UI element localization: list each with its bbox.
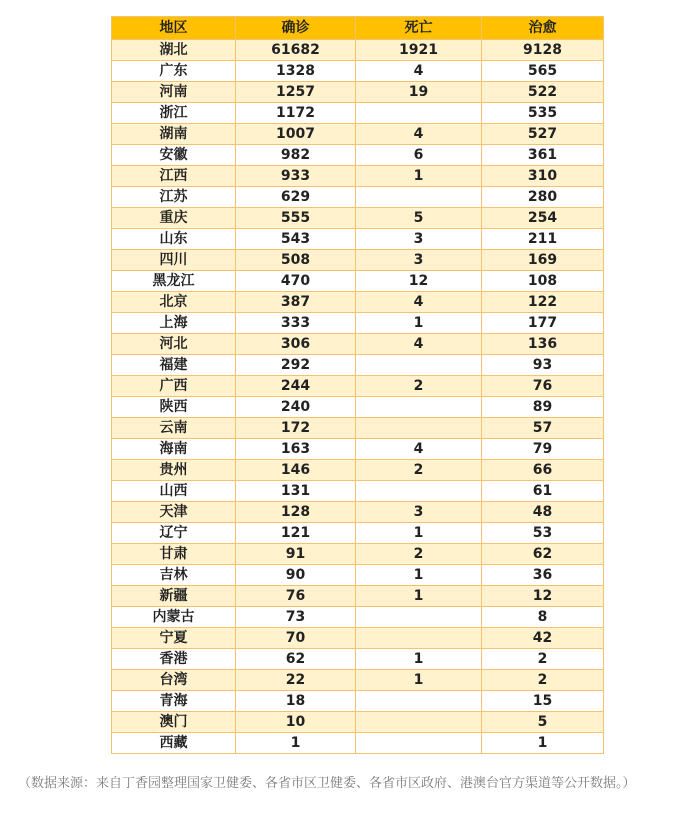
recovered-cell: 565 <box>482 61 604 82</box>
confirmed-cell: 128 <box>236 502 356 523</box>
confirmed-cell: 982 <box>236 145 356 166</box>
table-row <box>112 460 604 481</box>
deaths-cell: 4 <box>356 124 482 145</box>
deaths-cell <box>356 691 482 712</box>
region-cell: 江苏 <box>112 187 236 208</box>
confirmed-cell: 292 <box>236 355 356 376</box>
recovered-cell: 2 <box>482 649 604 670</box>
table-row <box>112 544 604 565</box>
region-cell: 安徽 <box>112 145 236 166</box>
table-row <box>112 355 604 376</box>
region-cell: 山西 <box>112 481 236 502</box>
confirmed-cell: 333 <box>236 313 356 334</box>
deaths-cell: 4 <box>356 61 482 82</box>
table-body <box>112 40 604 754</box>
region-cell: 陕西 <box>112 397 236 418</box>
recovered-cell: 136 <box>482 334 604 355</box>
table-header <box>112 17 604 40</box>
recovered-cell: 522 <box>482 82 604 103</box>
confirmed-cell: 163 <box>236 439 356 460</box>
table-row <box>112 712 604 733</box>
deaths-cell <box>356 187 482 208</box>
table-row <box>112 523 604 544</box>
deaths-cell: 1 <box>356 670 482 691</box>
region-cell: 浙江 <box>112 103 236 124</box>
deaths-cell: 6 <box>356 145 482 166</box>
table-row <box>112 61 604 82</box>
recovered-cell: 177 <box>482 313 604 334</box>
confirmed-cell: 555 <box>236 208 356 229</box>
table-row <box>112 124 604 145</box>
deaths-cell <box>356 397 482 418</box>
deaths-cell <box>356 607 482 628</box>
region-cell: 黑龙江 <box>112 271 236 292</box>
recovered-cell: 361 <box>482 145 604 166</box>
confirmed-cell: 90 <box>236 565 356 586</box>
confirmed-cell: 629 <box>236 187 356 208</box>
region-cell: 山东 <box>112 229 236 250</box>
deaths-cell: 1 <box>356 313 482 334</box>
deaths-cell <box>356 628 482 649</box>
recovered-cell: 254 <box>482 208 604 229</box>
table-row <box>112 586 604 607</box>
confirmed-cell: 172 <box>236 418 356 439</box>
deaths-cell: 1 <box>356 523 482 544</box>
deaths-cell: 1 <box>356 649 482 670</box>
confirmed-cell: 10 <box>236 712 356 733</box>
confirmed-cell: 543 <box>236 229 356 250</box>
case-statistics-table <box>111 16 604 754</box>
recovered-cell: 53 <box>482 523 604 544</box>
deaths-cell: 3 <box>356 250 482 271</box>
deaths-cell: 3 <box>356 502 482 523</box>
deaths-cell: 2 <box>356 460 482 481</box>
confirmed-cell: 91 <box>236 544 356 565</box>
region-cell: 上海 <box>112 313 236 334</box>
table-row <box>112 187 604 208</box>
confirmed-cell: 1172 <box>236 103 356 124</box>
table-row <box>112 397 604 418</box>
recovered-cell: 57 <box>482 418 604 439</box>
deaths-cell <box>356 355 482 376</box>
region-cell: 天津 <box>112 502 236 523</box>
confirmed-cell: 1257 <box>236 82 356 103</box>
table-row <box>112 733 604 754</box>
deaths-cell: 1 <box>356 565 482 586</box>
region-cell: 河南 <box>112 82 236 103</box>
region-cell: 湖北 <box>112 40 236 61</box>
deaths-cell: 1921 <box>356 40 482 61</box>
table-row <box>112 208 604 229</box>
deaths-cell: 2 <box>356 376 482 397</box>
confirmed-cell: 146 <box>236 460 356 481</box>
recovered-cell: 9128 <box>482 40 604 61</box>
region-cell: 新疆 <box>112 586 236 607</box>
data-table-container <box>111 16 603 754</box>
deaths-cell: 2 <box>356 544 482 565</box>
region-cell: 广东 <box>112 61 236 82</box>
region-cell: 重庆 <box>112 208 236 229</box>
region-cell: 河北 <box>112 334 236 355</box>
table-row <box>112 439 604 460</box>
region-cell: 湖南 <box>112 124 236 145</box>
recovered-cell: 2 <box>482 670 604 691</box>
deaths-cell: 1 <box>356 586 482 607</box>
table-row <box>112 481 604 502</box>
confirmed-cell: 1007 <box>236 124 356 145</box>
deaths-cell: 4 <box>356 334 482 355</box>
region-cell: 贵州 <box>112 460 236 481</box>
column-header-confirmed: 确诊 <box>236 17 356 40</box>
confirmed-cell: 121 <box>236 523 356 544</box>
recovered-cell: 15 <box>482 691 604 712</box>
confirmed-cell: 244 <box>236 376 356 397</box>
table-row <box>112 376 604 397</box>
confirmed-cell: 76 <box>236 586 356 607</box>
confirmed-cell: 73 <box>236 607 356 628</box>
confirmed-cell: 18 <box>236 691 356 712</box>
confirmed-cell: 61682 <box>236 40 356 61</box>
confirmed-cell: 131 <box>236 481 356 502</box>
deaths-cell: 4 <box>356 439 482 460</box>
table-row <box>112 670 604 691</box>
recovered-cell: 527 <box>482 124 604 145</box>
region-cell: 云南 <box>112 418 236 439</box>
table-row <box>112 418 604 439</box>
region-cell: 宁夏 <box>112 628 236 649</box>
region-cell: 四川 <box>112 250 236 271</box>
region-cell: 吉林 <box>112 565 236 586</box>
table-row <box>112 82 604 103</box>
region-cell: 澳门 <box>112 712 236 733</box>
table-row <box>112 607 604 628</box>
table-row <box>112 292 604 313</box>
region-cell: 香港 <box>112 649 236 670</box>
region-cell: 福建 <box>112 355 236 376</box>
deaths-cell <box>356 418 482 439</box>
table-row <box>112 628 604 649</box>
confirmed-cell: 22 <box>236 670 356 691</box>
table-row <box>112 166 604 187</box>
column-header-deaths: 死亡 <box>356 17 482 40</box>
confirmed-cell: 70 <box>236 628 356 649</box>
recovered-cell: 89 <box>482 397 604 418</box>
recovered-cell: 36 <box>482 565 604 586</box>
table-row <box>112 649 604 670</box>
region-cell: 西藏 <box>112 733 236 754</box>
recovered-cell: 310 <box>482 166 604 187</box>
region-cell: 海南 <box>112 439 236 460</box>
header-row <box>112 17 604 40</box>
deaths-cell: 5 <box>356 208 482 229</box>
confirmed-cell: 306 <box>236 334 356 355</box>
recovered-cell: 535 <box>482 103 604 124</box>
confirmed-cell: 470 <box>236 271 356 292</box>
deaths-cell <box>356 481 482 502</box>
table-row <box>112 502 604 523</box>
deaths-cell: 19 <box>356 82 482 103</box>
column-header-recovered: 治愈 <box>482 17 604 40</box>
recovered-cell: 8 <box>482 607 604 628</box>
region-cell: 江西 <box>112 166 236 187</box>
column-header-region: 地区 <box>112 17 236 40</box>
data-source-footnote: （数据来源：来自丁香园整理国家卫健委、各省市区卫健委、各省市区政府、港澳台官方渠道等公开数据。） <box>18 776 636 791</box>
table-row <box>112 145 604 166</box>
region-cell: 台湾 <box>112 670 236 691</box>
region-cell: 广西 <box>112 376 236 397</box>
confirmed-cell: 1328 <box>236 61 356 82</box>
recovered-cell: 5 <box>482 712 604 733</box>
recovered-cell: 61 <box>482 481 604 502</box>
table-row <box>112 250 604 271</box>
recovered-cell: 66 <box>482 460 604 481</box>
confirmed-cell: 508 <box>236 250 356 271</box>
recovered-cell: 169 <box>482 250 604 271</box>
recovered-cell: 1 <box>482 733 604 754</box>
recovered-cell: 122 <box>482 292 604 313</box>
confirmed-cell: 387 <box>236 292 356 313</box>
recovered-cell: 79 <box>482 439 604 460</box>
table-row <box>112 565 604 586</box>
table-row <box>112 103 604 124</box>
recovered-cell: 108 <box>482 271 604 292</box>
deaths-cell <box>356 712 482 733</box>
recovered-cell: 42 <box>482 628 604 649</box>
recovered-cell: 62 <box>482 544 604 565</box>
table-row <box>112 271 604 292</box>
confirmed-cell: 62 <box>236 649 356 670</box>
table-row <box>112 691 604 712</box>
confirmed-cell: 933 <box>236 166 356 187</box>
confirmed-cell: 240 <box>236 397 356 418</box>
deaths-cell: 4 <box>356 292 482 313</box>
recovered-cell: 12 <box>482 586 604 607</box>
recovered-cell: 211 <box>482 229 604 250</box>
table-row <box>112 313 604 334</box>
deaths-cell: 12 <box>356 271 482 292</box>
recovered-cell: 48 <box>482 502 604 523</box>
region-cell: 辽宁 <box>112 523 236 544</box>
deaths-cell: 3 <box>356 229 482 250</box>
recovered-cell: 280 <box>482 187 604 208</box>
region-cell: 青海 <box>112 691 236 712</box>
region-cell: 北京 <box>112 292 236 313</box>
table-row <box>112 40 604 61</box>
recovered-cell: 76 <box>482 376 604 397</box>
recovered-cell: 93 <box>482 355 604 376</box>
deaths-cell <box>356 733 482 754</box>
table-row <box>112 229 604 250</box>
region-cell: 内蒙古 <box>112 607 236 628</box>
region-cell: 甘肃 <box>112 544 236 565</box>
deaths-cell <box>356 103 482 124</box>
deaths-cell: 1 <box>356 166 482 187</box>
confirmed-cell: 1 <box>236 733 356 754</box>
table-row <box>112 334 604 355</box>
